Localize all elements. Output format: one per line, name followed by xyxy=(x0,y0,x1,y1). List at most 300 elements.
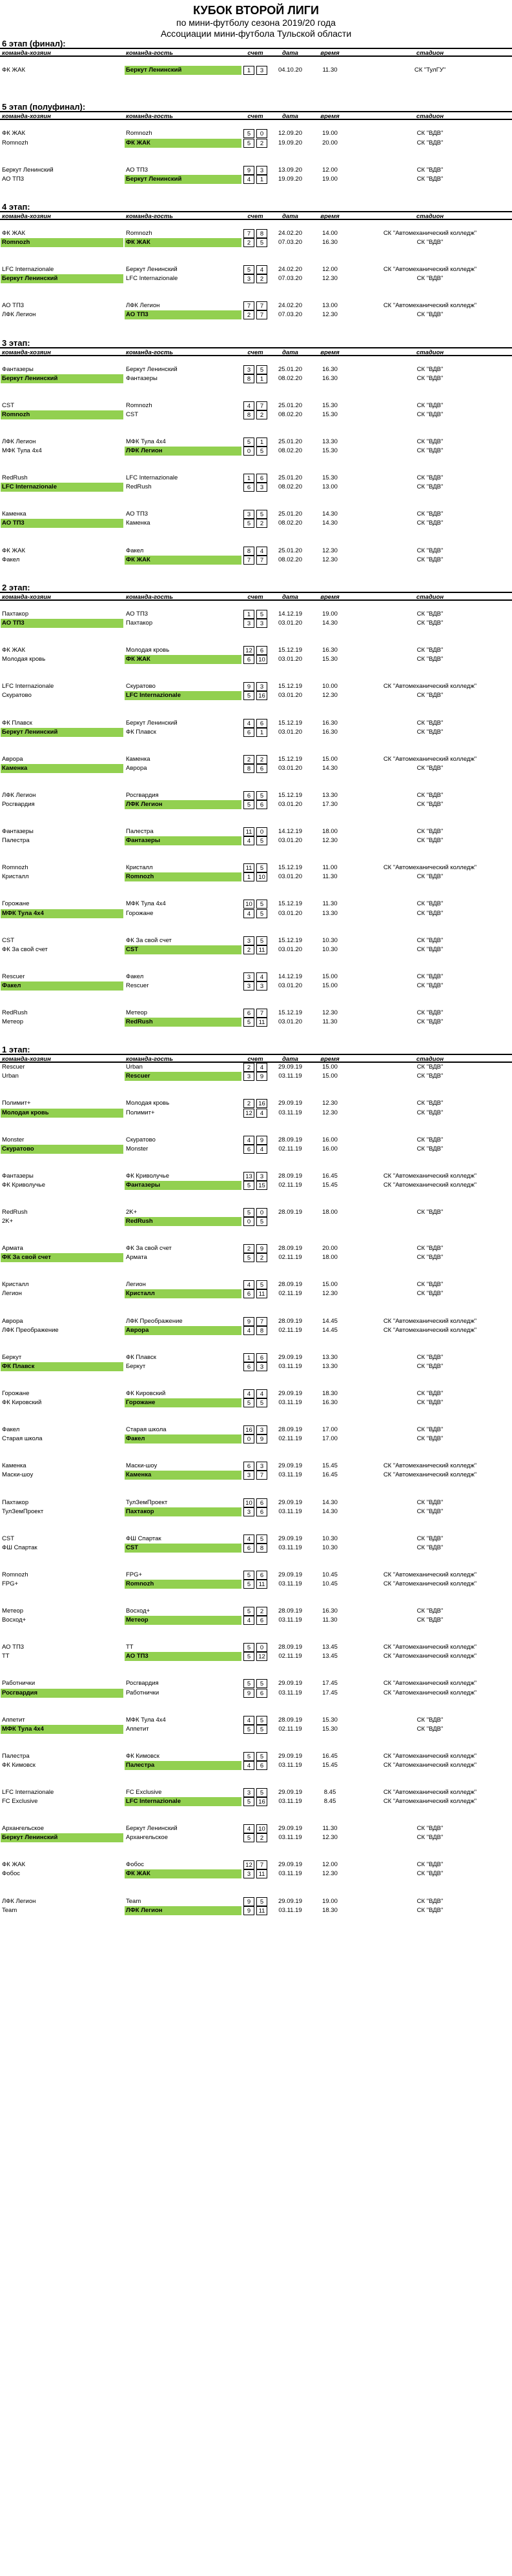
home-score: 3 xyxy=(243,365,254,374)
home-score: 8 xyxy=(243,764,254,773)
away-team: ЛФК Легион xyxy=(125,447,241,456)
match-stadium: СК "Автомеханический колледж" xyxy=(383,1789,477,1796)
away-team: Горожане xyxy=(126,909,154,917)
match-date: 03.01.20 xyxy=(278,1018,302,1026)
match-time: 17.30 xyxy=(322,800,338,808)
column-header-stadium: стадион xyxy=(416,348,444,356)
column-header-home: команда-хозяин xyxy=(2,212,51,220)
match-date: 12.09.20 xyxy=(278,130,302,137)
table-row xyxy=(0,365,512,374)
away-team: Фантазеры xyxy=(126,374,158,382)
table-row xyxy=(0,619,512,628)
home-score: 2 xyxy=(243,945,254,954)
away-team: Палестра xyxy=(126,828,154,836)
column-header-time: время xyxy=(320,348,340,356)
column-header-home: команда-хозяин xyxy=(2,348,51,356)
home-score: 7 xyxy=(243,229,254,238)
away-score: 6 xyxy=(256,474,267,483)
match-time: 10.45 xyxy=(322,1580,338,1587)
table-header xyxy=(0,211,512,220)
table-row xyxy=(0,301,512,310)
column-header-home: команда-хозяин xyxy=(2,593,51,601)
match-time: 19.00 xyxy=(322,175,338,183)
match-date: 28.09.19 xyxy=(278,1426,302,1434)
home-team: Факел xyxy=(2,556,20,563)
match-stadium: СК "ВДВ" xyxy=(416,656,444,663)
home-team: Пахтакор xyxy=(2,1498,29,1506)
home-team: ФК Кимовск xyxy=(2,1761,36,1769)
spacer-row xyxy=(0,963,512,972)
page-title-block xyxy=(0,0,512,39)
home-team: Romnozh xyxy=(2,1571,28,1578)
away-team: Беркут Ленинский xyxy=(126,1825,178,1833)
match-date: 25.01.20 xyxy=(278,547,302,554)
away-score: 7 xyxy=(256,301,267,310)
home-team: Армата xyxy=(2,1245,23,1253)
match-date: 14.12.19 xyxy=(278,972,302,980)
match-stadium: СК "Автомеханический колледж" xyxy=(383,266,477,274)
match-time: 16.45 xyxy=(322,1172,338,1180)
match-stadium: СК "ВДВ" xyxy=(416,401,444,409)
away-team: МФК Тула 4х4 xyxy=(126,438,166,446)
spacer-row xyxy=(0,428,512,438)
match-date: 04.10.20 xyxy=(278,66,302,74)
match-time: 10.30 xyxy=(322,945,338,953)
table-row xyxy=(0,1462,512,1471)
spacer-row xyxy=(0,193,512,202)
spacer-row xyxy=(0,1842,512,1851)
match-date: 03.11.19 xyxy=(278,1616,302,1624)
home-score: 5 xyxy=(243,691,254,700)
page-subtitle-season: по мини-футболу сезона 2019/20 года xyxy=(176,17,336,28)
match-time: 12.00 xyxy=(322,266,338,274)
away-score: 11 xyxy=(256,1869,267,1878)
home-score: 6 xyxy=(243,1462,254,1471)
stage-heading xyxy=(0,583,512,592)
match-date: 28.09.19 xyxy=(278,1136,302,1143)
spacer-row xyxy=(0,1670,512,1679)
match-time: 8.45 xyxy=(323,1798,336,1806)
home-score: 5 xyxy=(243,265,254,274)
away-score: 3 xyxy=(256,1172,267,1181)
match-date: 03.11.19 xyxy=(278,1507,302,1515)
table-row xyxy=(0,1679,512,1688)
home-score: 1 xyxy=(243,1353,254,1362)
away-team: Urban xyxy=(126,1063,143,1071)
home-score: 7 xyxy=(243,301,254,310)
home-team: ФК Криволучье xyxy=(2,1181,46,1189)
away-team: LFC Internazionale xyxy=(126,275,178,283)
away-score: 5 xyxy=(256,936,267,945)
away-score: 4 xyxy=(256,265,267,274)
match-time: 16.30 xyxy=(322,374,338,382)
home-score: 9 xyxy=(243,1906,254,1915)
table-row xyxy=(0,1716,512,1725)
away-score: 6 xyxy=(256,764,267,773)
match-time: 11.30 xyxy=(322,900,338,908)
away-team: Фантазеры xyxy=(125,1181,241,1190)
match-time: 20.00 xyxy=(322,139,338,146)
table-row xyxy=(0,981,512,991)
table-row xyxy=(0,238,512,247)
home-score: 2 xyxy=(243,1244,254,1253)
column-header-home: команда-хозяин xyxy=(2,113,51,121)
away-team: Факел xyxy=(126,547,144,554)
match-time: 16.30 xyxy=(322,728,338,736)
table-row xyxy=(0,945,512,954)
away-score: 5 xyxy=(256,1398,267,1407)
away-team: Горожане xyxy=(125,1398,241,1407)
table-row xyxy=(0,1289,512,1298)
match-stadium: СК "ВДВ" xyxy=(416,1009,444,1017)
match-date: 03.11.19 xyxy=(278,1399,302,1407)
home-team: LFC Internazionale xyxy=(2,1789,54,1796)
table-row xyxy=(0,1172,512,1181)
results-table xyxy=(0,39,512,1915)
away-score: 1 xyxy=(256,175,267,184)
home-score: 6 xyxy=(243,728,254,737)
table-row xyxy=(0,374,512,383)
home-score: 3 xyxy=(243,274,254,283)
match-date: 15.12.19 xyxy=(278,936,302,944)
table-row xyxy=(0,1643,512,1652)
match-stadium: СК "ВДВ" xyxy=(416,981,444,989)
home-score: 5 xyxy=(243,1725,254,1734)
away-score: 5 xyxy=(256,365,267,374)
table-row xyxy=(0,646,512,655)
match-date: 03.11.19 xyxy=(278,1471,302,1479)
table-row xyxy=(0,483,512,492)
spacer-row xyxy=(0,1235,512,1244)
away-team: Молодая кровь xyxy=(126,647,170,654)
spacer-row xyxy=(0,1335,512,1344)
match-time: 15.30 xyxy=(322,1716,338,1724)
away-team: RedRush xyxy=(126,483,152,491)
match-stadium: СК "ВДВ" xyxy=(416,438,444,446)
away-team: Аврора xyxy=(125,1326,241,1335)
match-time: 12.30 xyxy=(322,1834,338,1842)
home-score: 3 xyxy=(243,1471,254,1480)
away-score: 5 xyxy=(256,610,267,619)
table-row xyxy=(0,1761,512,1770)
match-stadium: СК "ВДВ" xyxy=(416,130,444,137)
spacer-row xyxy=(0,1444,512,1453)
spacer-row xyxy=(0,1562,512,1571)
home-team: Молодая кровь xyxy=(1,1109,123,1118)
spacer-row xyxy=(0,1299,512,1308)
away-team: АО ТП3 xyxy=(126,166,148,174)
match-date: 14.12.19 xyxy=(278,610,302,618)
table-row xyxy=(0,972,512,981)
match-stadium: СК "ВДВ" xyxy=(416,474,444,482)
match-stadium: СК "ВДВ" xyxy=(416,791,444,799)
match-date: 25.01.20 xyxy=(278,510,302,518)
away-team: ЛФК Легион xyxy=(126,302,160,310)
match-stadium: СК "ВДВ" xyxy=(416,972,444,980)
table-row xyxy=(0,610,512,619)
match-date: 07.03.20 xyxy=(278,239,302,247)
home-score: 5 xyxy=(243,1797,254,1806)
table-row xyxy=(0,1897,512,1906)
home-team: Romnozh xyxy=(1,238,123,247)
away-team: Аппетит xyxy=(126,1725,149,1733)
table-row xyxy=(0,800,512,809)
match-date: 03.11.19 xyxy=(278,1544,302,1551)
spacer-row xyxy=(0,1226,512,1235)
home-team: Беркут Ленинский xyxy=(1,728,123,737)
match-date: 07.03.20 xyxy=(278,275,302,283)
table-row xyxy=(0,66,512,75)
home-score: 2 xyxy=(243,755,254,764)
match-time: 15.30 xyxy=(322,410,338,418)
home-score: 9 xyxy=(243,1317,254,1326)
table-row xyxy=(0,1253,512,1262)
match-date: 03.01.20 xyxy=(278,981,302,989)
match-time: 16.30 xyxy=(322,239,338,247)
table-row xyxy=(0,1607,512,1616)
away-score: 3 xyxy=(256,483,267,492)
match-date: 03.11.19 xyxy=(278,1906,302,1914)
home-team: Архангельское xyxy=(2,1825,44,1833)
match-date: 13.09.20 xyxy=(278,166,302,174)
match-stadium: СК "ВДВ" xyxy=(416,728,444,736)
away-score: 11 xyxy=(256,945,267,954)
column-header-time: время xyxy=(320,593,340,601)
table-row xyxy=(0,510,512,519)
away-team: LFC Internazionale xyxy=(125,691,241,700)
away-score: 3 xyxy=(256,166,267,175)
match-stadium: СК "ВДВ" xyxy=(416,1290,444,1298)
match-date: 08.02.20 xyxy=(278,410,302,418)
home-team: Monster xyxy=(2,1136,25,1143)
match-stadium: СК "ВДВ" xyxy=(416,936,444,944)
match-date: 28.09.19 xyxy=(278,1607,302,1615)
home-score: 5 xyxy=(243,1643,254,1652)
away-score: 3 xyxy=(256,619,267,628)
home-team: Фобос xyxy=(2,1870,20,1878)
table-row xyxy=(0,719,512,728)
home-team: ФК За свой счет xyxy=(2,945,48,953)
match-date: 03.11.19 xyxy=(278,1362,302,1370)
match-date: 03.01.20 xyxy=(278,764,302,772)
match-time: 15.45 xyxy=(322,1181,338,1189)
table-row xyxy=(0,655,512,664)
home-team: Молодая кровь xyxy=(2,656,46,663)
home-team: АО ТП3 xyxy=(1,619,123,628)
away-team: Факел xyxy=(126,972,144,980)
away-score: 11 xyxy=(256,1906,267,1915)
column-header-time: время xyxy=(320,212,340,220)
match-stadium: СК "ВДВ" xyxy=(416,1100,444,1107)
away-team: ФК Плавск xyxy=(126,728,156,736)
match-time: 10.45 xyxy=(322,1571,338,1578)
column-header-stadium: стадион xyxy=(416,212,444,220)
table-row xyxy=(0,1616,512,1625)
match-stadium: СК "ВДВ" xyxy=(416,828,444,836)
match-time: 18.00 xyxy=(322,1209,338,1216)
home-team: ЛФК Легион xyxy=(2,311,36,319)
match-time: 13.30 xyxy=(322,438,338,446)
match-time: 11.30 xyxy=(322,66,338,74)
match-stadium: СК "ВДВ" xyxy=(416,1254,444,1262)
match-time: 14.45 xyxy=(322,1317,338,1325)
home-team: Беркут xyxy=(2,1353,22,1361)
match-date: 03.01.20 xyxy=(278,728,302,736)
match-time: 13.00 xyxy=(322,483,338,491)
column-header-away: команда-гость xyxy=(126,113,173,121)
away-team: CST xyxy=(125,1544,241,1553)
table-row xyxy=(0,556,512,565)
table-row xyxy=(0,936,512,945)
stage-title: 4 этап: xyxy=(2,201,30,211)
home-score: 1 xyxy=(243,872,254,881)
match-time: 20.00 xyxy=(322,1245,338,1253)
match-stadium: СК "ВДВ" xyxy=(416,1507,444,1515)
spacer-row xyxy=(0,854,512,863)
table-row xyxy=(0,1389,512,1398)
away-score: 4 xyxy=(256,1109,267,1118)
spacer-row xyxy=(0,1163,512,1172)
match-date: 28.09.19 xyxy=(278,1172,302,1180)
away-score: 4 xyxy=(256,1145,267,1154)
away-score: 1 xyxy=(256,438,267,447)
match-time: 16.30 xyxy=(322,647,338,654)
match-time: 16.45 xyxy=(322,1752,338,1760)
match-time: 16.30 xyxy=(322,719,338,727)
match-stadium: СК "Автомеханический колледж" xyxy=(383,229,477,237)
match-date: 29.09.19 xyxy=(278,1498,302,1506)
away-score: 11 xyxy=(256,1580,267,1589)
home-score: 4 xyxy=(243,401,254,410)
match-time: 13.00 xyxy=(322,302,338,310)
home-score: 5 xyxy=(243,800,254,809)
match-stadium: СК "ВДВ" xyxy=(416,1136,444,1143)
match-stadium: СК "ВДВ" xyxy=(416,1544,444,1551)
home-score: 3 xyxy=(243,936,254,945)
home-score: 7 xyxy=(243,556,254,565)
spacer-row xyxy=(0,601,512,610)
table-row xyxy=(0,1145,512,1154)
away-score: 4 xyxy=(256,1389,267,1398)
home-team: LFC Internazionale xyxy=(2,683,54,690)
match-time: 11.00 xyxy=(322,864,338,872)
home-team: Росгвардия xyxy=(1,1689,123,1698)
away-team: ФК ЖАК xyxy=(125,556,241,565)
away-score: 3 xyxy=(256,981,267,991)
home-team: FC Exclusive xyxy=(2,1798,38,1806)
home-score: 6 xyxy=(243,483,254,492)
away-score: 5 xyxy=(256,900,267,909)
spacer-row xyxy=(0,220,512,229)
away-score: 5 xyxy=(256,1535,267,1544)
spacer-row xyxy=(0,700,512,709)
away-score: 6 xyxy=(256,1498,267,1507)
away-team: Rescuer xyxy=(126,981,149,989)
stage-title: 3 этап: xyxy=(2,337,30,347)
match-stadium: СК "ВДВ" xyxy=(416,1018,444,1026)
match-date: 29.09.19 xyxy=(278,1571,302,1578)
home-team: ТулЗемПроект xyxy=(2,1507,44,1515)
match-time: 12.00 xyxy=(322,166,338,174)
home-score: 5 xyxy=(243,1253,254,1262)
spacer-row xyxy=(0,1888,512,1897)
spacer-row xyxy=(0,120,512,129)
match-stadium: СК "ВДВ" xyxy=(416,692,444,699)
spacer-row xyxy=(0,1271,512,1280)
home-team: RedRush xyxy=(2,1209,28,1216)
table-row xyxy=(0,1280,512,1289)
home-team: Работнички xyxy=(2,1680,36,1687)
spacer-row xyxy=(0,746,512,755)
away-team: Romnozh xyxy=(126,229,152,237)
home-team: Беркут Ленинский xyxy=(2,166,54,174)
table-row xyxy=(0,827,512,836)
match-time: 11.30 xyxy=(322,1018,338,1026)
home-score: 5 xyxy=(243,1571,254,1580)
away-score: 6 xyxy=(256,1689,267,1698)
away-score: 15 xyxy=(256,1181,267,1190)
match-stadium: СК "Автомеханический колледж" xyxy=(383,864,477,872)
table-row xyxy=(0,175,512,184)
away-team: Фобос xyxy=(126,1861,144,1869)
home-team: Фантазеры xyxy=(2,828,34,836)
home-score: 0 xyxy=(243,1434,254,1444)
home-team: Горожане xyxy=(2,900,30,908)
home-score: 9 xyxy=(243,1897,254,1906)
home-score: 5 xyxy=(243,1398,254,1407)
spacer-row xyxy=(0,782,512,791)
table-row xyxy=(0,274,512,283)
match-time: 15.45 xyxy=(322,1761,338,1769)
match-stadium: СК "ВДВ" xyxy=(416,1498,444,1506)
spacer-row xyxy=(0,1416,512,1425)
stage-heading xyxy=(0,1045,512,1054)
match-date: 03.11.19 xyxy=(278,1761,302,1769)
spacer-row xyxy=(0,1815,512,1824)
home-score: 13 xyxy=(243,1172,254,1181)
away-team: Romnozh xyxy=(125,872,241,881)
away-score: 7 xyxy=(256,1317,267,1326)
away-team: АО ТП3 xyxy=(125,1652,241,1661)
match-date: 28.09.19 xyxy=(278,1317,302,1325)
spacer-row xyxy=(0,356,512,365)
match-date: 03.01.20 xyxy=(278,873,302,881)
match-stadium: СК "ВДВ" xyxy=(416,619,444,627)
match-time: 8.45 xyxy=(323,1789,336,1796)
table-row xyxy=(0,1018,512,1027)
home-team: Факел xyxy=(2,1426,20,1434)
match-time: 11.30 xyxy=(322,1825,338,1833)
home-score: 0 xyxy=(243,447,254,456)
match-stadium: СК "ВДВ" xyxy=(416,610,444,618)
away-team: ФШ Спартак xyxy=(126,1535,161,1542)
table-header xyxy=(0,111,512,120)
match-time: 14.45 xyxy=(322,1326,338,1334)
home-team: МФК Тула 4х4 xyxy=(2,447,42,455)
stage-heading xyxy=(0,338,512,347)
spacer-row xyxy=(0,818,512,827)
match-stadium: СК "ВДВ" xyxy=(416,365,444,373)
away-score: 5 xyxy=(256,1725,267,1734)
away-score: 6 xyxy=(256,1507,267,1516)
match-date: 15.12.19 xyxy=(278,791,302,799)
stage-title: 6 этап (финал): xyxy=(2,39,66,48)
match-date: 29.09.19 xyxy=(278,1789,302,1796)
away-score: 9 xyxy=(256,1244,267,1253)
match-time: 15.00 xyxy=(322,1072,338,1080)
match-date: 03.01.20 xyxy=(278,945,302,953)
match-date: 02.11.19 xyxy=(278,1326,302,1334)
